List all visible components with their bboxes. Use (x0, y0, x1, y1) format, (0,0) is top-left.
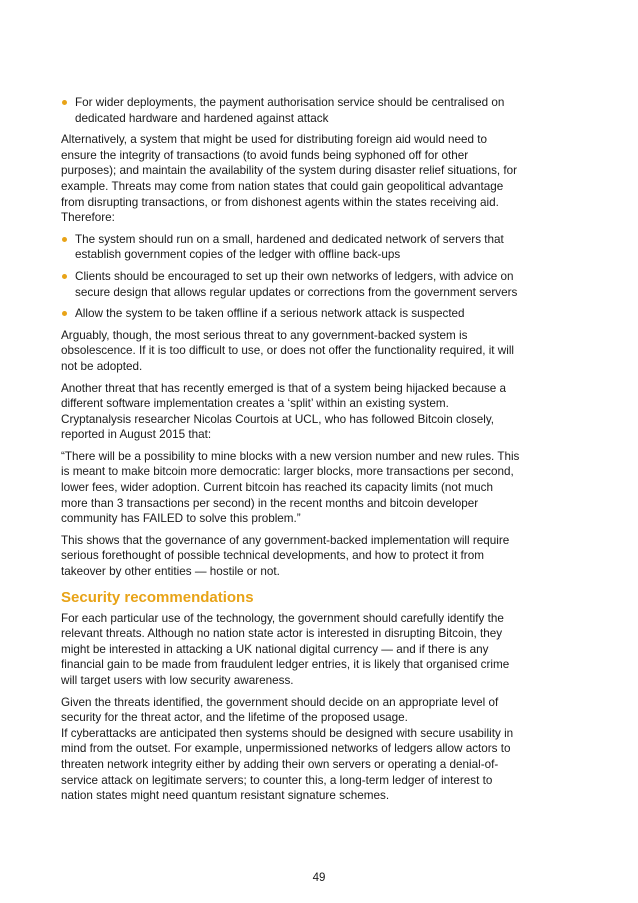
page-body (61, 95, 521, 810)
quote-courtois: “There will be a possibility to mine blocks with a new version number and new rules. This is meant to make bitcoin more democratic: larger blocks, more transactions per second, lower fees, wider adoption. Current bitcoin has reached its capacity limits (not much more than 3 transactions per second) in the recent months and bitcoin developer community has FAILED to solve this problem.” (61, 449, 520, 526)
bullet-list-aid (61, 232, 521, 322)
paragraph-hijack: Another threat that has recently emerged is that of a system being hijacked because a different software implementation creates a ‘split’ within an existing system. Cryptanalysis researcher Nicolas Courtois at UCL, who has followed Bitcoin closely, reported in August 2015 that: (61, 381, 507, 442)
bullet-item: The system should run on a small, hardened and dedicated network of servers that establish government copies of the ledger with offline back-ups (61, 232, 521, 263)
paragraph-foreign-aid: Alternatively, a system that might be used for distributing foreign aid would need to ensure the integrity of transactions (to avoid funds being syphoned off for other purposes); and maintain the availability of the system during disaster relief situations, for example. Threats may come from nation states that could gain geopolitical advantage from disrupting transactions, or from dishonest agents within the states receiving aid. Therefore: (61, 133, 518, 225)
paragraph-governance: This shows that the governance of any government-backed implementation will require serious forethought of possible technical developments, and how to protect it from takeover by other entities — hostile or not. (61, 533, 510, 579)
paragraph-recommendation-2: Given the threats identified, the government should decide on an appropriate level of security for the threat actor, and the lifetime of the proposed usage. (61, 695, 499, 725)
bullet-item: Allow the system to be taken offline if a serious network attack is suspected (61, 306, 521, 322)
paragraph-recommendation-1: For each particular use of the technology, the government should carefully identify the relevant threats. Although no nation state actor is interested in disrupting Bitcoin, they might be interested in attacking a UK national digital currency — and if there is any financial gain to be made from fraudulent ledger entries, it is likely that organised crime will target users with low security awareness. (61, 611, 510, 687)
paragraph-recommendation-3: If cyberattacks are anticipated then systems should be designed with secure usability in mind from the outset. For example, unpermissioned networks of ledgers allow actors to threaten network integrity either by adding their own servers or operating a denial-of-service attack on legitimate servers; to counter this, a long-term ledger of interest to nation states might need quantum resistant signature schemes. (61, 726, 514, 803)
bullet-item: For wider deployments, the payment authorisation service should be centralised on dedicated hardware and hardened against attack (61, 95, 521, 126)
paragraph-obsolescence: Arguably, though, the most serious threat to any government-backed system is obsolescence. If it is too difficult to use, or does not offer the functionality required, it will not be adopted. (61, 328, 515, 373)
section-heading: Security recommendations (61, 588, 254, 606)
page-number: 49 (312, 872, 326, 884)
bullet-list-deployment (61, 95, 521, 126)
bullet-item: Clients should be encouraged to set up their own networks of ledgers, with advice on secure design that allows regular updates or corrections from the government servers (61, 269, 521, 300)
